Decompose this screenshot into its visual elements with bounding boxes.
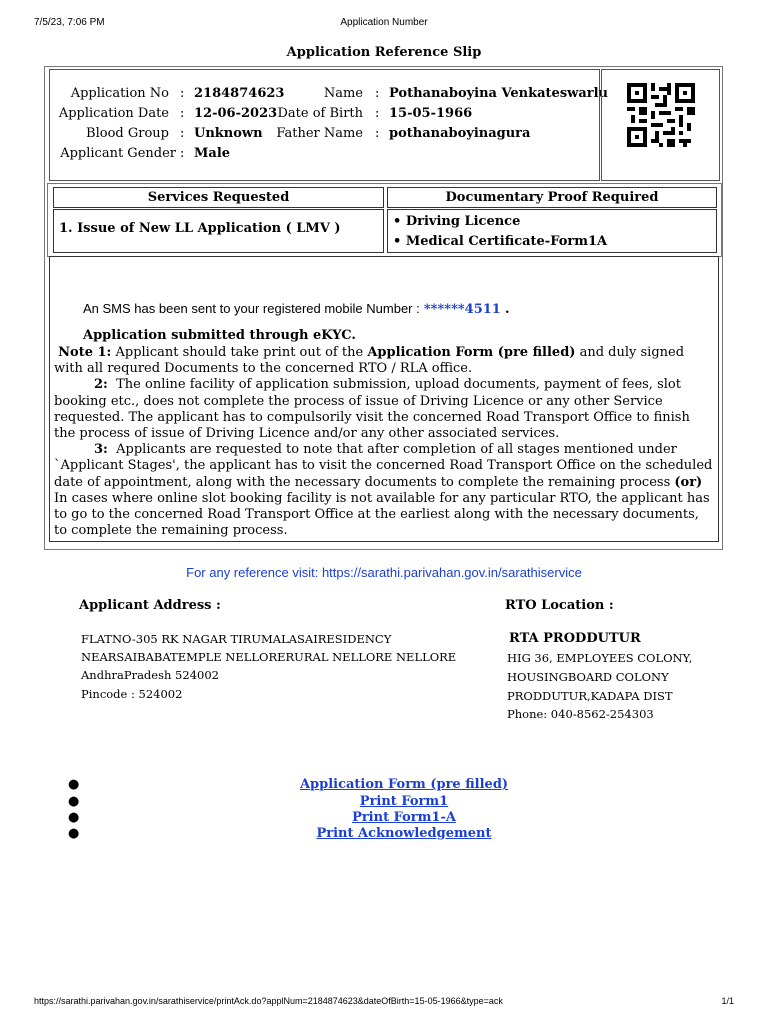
application-no-value: 2184874623 — [194, 86, 285, 101]
notes-box — [49, 256, 719, 542]
note-1-label: Note 1: — [58, 345, 112, 360]
note-1 — [54, 345, 714, 377]
address-pincode: Pincode : 524002 — [81, 687, 183, 701]
rto-address-line: HIG 36, EMPLOYEES COLONY, — [507, 651, 693, 665]
bullet-icon: ● — [68, 810, 80, 825]
list-item — [0, 777, 768, 793]
note-1-text-a: Applicant should take print out of the — [115, 345, 364, 360]
application-no-label: Application No — [70, 86, 169, 101]
colon: : — [180, 126, 185, 141]
applicant-details-box — [49, 69, 609, 181]
note-2-label: 2: — [94, 377, 108, 393]
slip-title: Application Reference Slip — [286, 45, 482, 60]
note-3-bold: (or) — [674, 474, 703, 490]
bullet-icon: ● — [68, 777, 80, 792]
colon: : — [180, 86, 185, 101]
note-3 — [54, 442, 714, 539]
proof-item: • Driving Licence — [393, 214, 521, 229]
print-acknowledgement-link[interactable]: Print Acknowledgement — [316, 826, 492, 841]
blood-group-value: Unknown — [194, 126, 263, 141]
address-line: FLATNO-305 RK NAGAR TIRUMALASAIRESIDENCY — [81, 632, 392, 646]
colon: : — [180, 146, 185, 161]
footer-url: https://sarathi.parivahan.gov.in/sarathiservice/printAck.do?applNum=2184874623&dateOfBirth=15-05-1966&type=ack — [34, 996, 503, 1006]
gender-label: Applicant Gender — [60, 146, 176, 161]
note-2-text: The online facility of application submission, upload documents, payment of fees, slot booking etc., does not complete the process of issue of Driving Licence or any other Service requested. The applicant has to compulsorily visit the concerned Road Transport Office to finish the process of issue of Driving Licence and/or any other associated services. — [54, 377, 690, 442]
colon: : — [180, 106, 185, 121]
name-value: Pothanaboyina Venkateswarlu — [389, 86, 609, 101]
colon: : — [375, 106, 380, 121]
father-name-value: pothanaboyinagura — [389, 126, 531, 141]
rto-address-line: PRODDUTUR,KADAPA DIST — [507, 689, 673, 703]
rto-location-heading: RTO Location : — [505, 598, 614, 613]
rto-phone: Phone: 040-8562-254303 — [507, 707, 654, 721]
colon: : — [375, 86, 380, 101]
proof-cell — [387, 209, 717, 253]
print-datetime: 7/5/23, 7:06 PM — [34, 17, 105, 28]
note-1-bold: Application Form (pre filled) — [367, 345, 576, 360]
applicant-address-heading: Applicant Address : — [79, 598, 221, 613]
list-item — [0, 826, 768, 842]
application-date-label: Application Date — [58, 106, 169, 121]
service-item: 1. Issue of New LL Application ( LMV ) — [59, 221, 341, 236]
documentary-proof-header: Documentary Proof Required — [387, 187, 717, 208]
gender-value: Male — [194, 146, 231, 161]
bullet-icon: ● — [68, 826, 80, 841]
dob-value: 15-05-1966 — [389, 106, 473, 121]
application-form-link[interactable]: Application Form (pre filled) — [299, 777, 509, 792]
rto-address-line: HOUSINGBOARD COLONY — [507, 670, 669, 684]
print-form1a-link[interactable]: Print Form1-A — [352, 810, 456, 825]
father-name-label: Father Name — [276, 126, 363, 141]
masked-mobile-number: ******4511 — [423, 302, 501, 317]
sms-text: An SMS has been sent to your registered mobile Number : — [83, 301, 420, 316]
notes-text — [54, 345, 714, 539]
print-page-title: Application Number — [340, 17, 428, 28]
blood-group-label: Blood Group — [86, 126, 169, 141]
rto-name: RTA PRODDUTUR — [509, 631, 641, 646]
bullet-icon: ● — [68, 794, 80, 809]
sms-notice — [83, 301, 510, 318]
dob-label: Date of Birth — [277, 106, 363, 121]
qr-code-icon — [627, 83, 695, 147]
note-3-text-a: Applicants are requested to note that after completion of all stages mentioned under `Applicant Stages', the applicant has to visit the concerned Road Transport Office on the scheduled date of appointment, along with the necessary documents to complete the remaining process — [54, 442, 713, 490]
note-3-label: 3: — [94, 442, 108, 458]
sms-period: . — [505, 302, 510, 317]
name-label: Name — [323, 86, 363, 101]
note-3-text-b: In cases where online slot booking facility is not available for any particular RTO, the applicant has to go to the concerned Road Transport Office at the earliest along with the necessary documents, to complete the remaining process. — [54, 490, 710, 539]
ekyc-notice: Application submitted through eKYC. — [83, 328, 356, 343]
services-requested-header: Services Requested — [53, 187, 384, 208]
address-line: NEARSAIBABATEMPLE NELLORERURAL NELLORE NELLORE — [81, 650, 457, 664]
list-item — [0, 810, 768, 826]
qr-code-box — [601, 69, 720, 181]
colon: : — [375, 126, 380, 141]
print-form1-link[interactable]: Print Form1 — [359, 794, 449, 809]
application-date-value: 12-06-2023 — [194, 106, 278, 121]
note-2 — [54, 377, 714, 442]
proof-item: • Medical Certificate-Form1A — [393, 234, 608, 249]
note-1-text-b: and duly signed with all requred Documents to the concerned RTO / RLA office. — [54, 345, 685, 377]
reference-link[interactable]: For any reference visit: https://sarathi.parivahan.gov.in/sarathiservice — [186, 565, 582, 580]
list-item — [0, 794, 768, 810]
address-line: AndhraPradesh 524002 — [81, 668, 219, 682]
footer-page-number: 1/1 — [721, 996, 734, 1006]
service-cell — [53, 209, 384, 253]
services-table — [47, 183, 722, 257]
